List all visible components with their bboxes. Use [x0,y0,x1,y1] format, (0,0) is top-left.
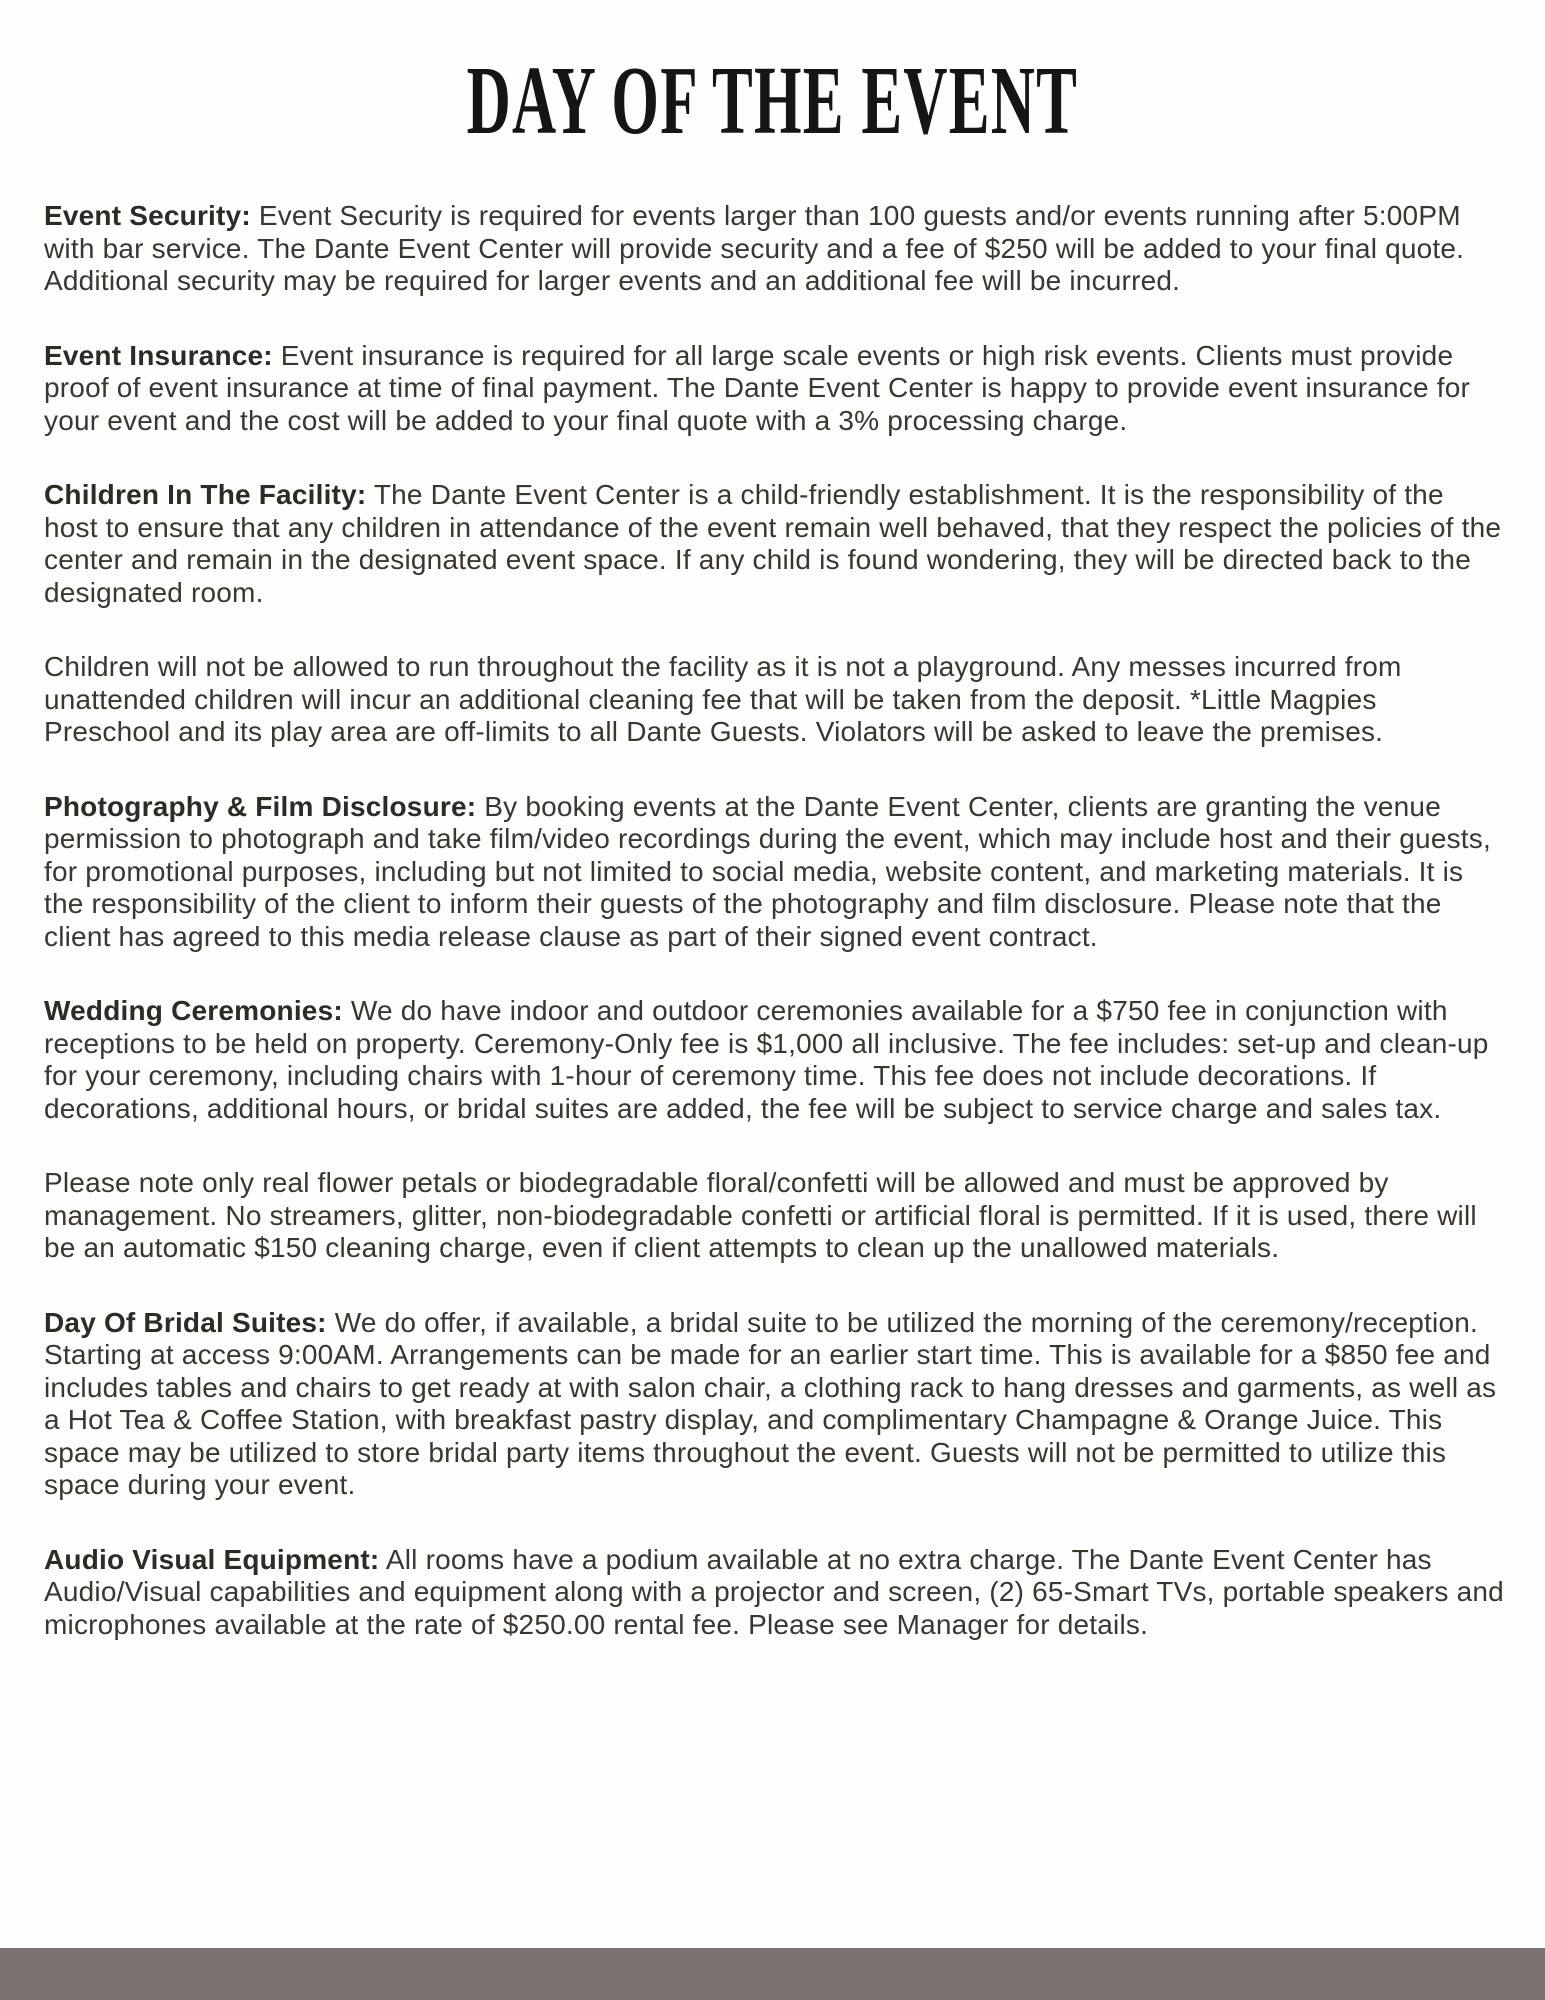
paragraph-photography-film-disclosure [44,791,1505,954]
paragraph-children-in-facility [44,479,1505,609]
paragraph-event-security [44,200,1505,298]
paragraph-heading: Photography & Film Disclosure: [44,790,477,822]
paragraph-text: All rooms have a podium available at no extra charge. The Dante Event Center has Audio/Visual capabilities and equipment along with a projector and screen, (2) 65-Smart TVs, portable speakers and microphones available at the rate of $250.00 rental fee. Please see Manager for details. [44,1543,1504,1640]
paragraph-heading: Children In The Facility: [44,479,367,510]
paragraph-text: The Dante Event Center is a child-friendly establishment. It is the responsibility of the host to ensure that any children in attendance of the event remain well behaved, that they respect the policies of the center and remain in the designated event space. If any child is found wondering, they will be directed back to the designated room. [44,479,1502,608]
paragraph-text: We do have indoor and outdoor ceremonies available for a $750 fee in conjunction with receptions to be held on property. Ceremony-Only fee is $1,000 all inclusive. The fee includes: set-up and clean-up for your ceremony, including chairs with 1-hour of ceremony time. This fee does not include decorations. If decorations, additional hours, or bridal suites are added, the fee will be subject to service charge and sales tax. [44,995,1489,1124]
page-title: DAY OF THE EVENT [466,47,1079,154]
paragraph-text: By booking events at the Dante Event Center, clients are granting the venue permission to photograph and take film/video recordings during the event, which may include host and their guests, for promotional purposes, including but not limited to social media, website content, and marketing materials. It is the responsibility of the client to inform their guests of the photography and film disclosure. Please note that the client has agreed to this media release clause as part of their signed event contract. [44,790,1491,952]
paragraph-heading: Day Of Bridal Suites: [44,1306,327,1338]
paragraph-audio-visual-equipment [44,1544,1505,1642]
paragraph-text: Event insurance is required for all large scale events or high risk events. Clients must provide proof of event insurance at time of final payment. The Dante Event Center is happy to provide event insurance for your event and the cost will be added to your final quote with a 3% processing charge. [44,339,1470,436]
paragraph-children-continued [44,651,1505,749]
paragraph-floral-confetti-policy [44,1167,1505,1265]
paragraph-heading: Audio Visual Equipment: [44,1543,380,1575]
paragraph-text: Children will not be allowed to run throughout the facility as it is not a playground. Any messes incurred from unattended children will incur an additional cleaning fee that will be taken from the deposit. *Little Magpies Preschool and its play area are off-limits to all Dante Guests. Violators will be asked to leave the premises. [44,651,1402,747]
paragraph-heading: Event Insurance: [44,339,273,371]
footer-accent-bar [0,1948,1545,2000]
paragraph-event-insurance [44,340,1505,438]
paragraph-heading: Wedding Ceremonies: [44,995,343,1026]
document-body [44,200,1505,1683]
paragraph-day-of-bridal-suites [44,1307,1505,1502]
paragraph-text: We do offer, if available, a bridal suite to be utilized the morning of the ceremony/reception. Starting at access 9:00AM. Arrangements can be made for an earlier start time. This is available for a $850 fee and includes tables and chairs to get ready at with salon chair, a clothing rack to hang dresses and garments, as well as a Hot Tea & Coffee Station, with breakfast pastry display, and complimentary Champagne & Orange Juice. This space may be utilized to store bridal party items throughout the event. Guests will not be permitted to utilize this space during your event. [44,1306,1497,1500]
paragraph-wedding-ceremonies [44,995,1505,1125]
paragraph-text: Please note only real flower petals or biodegradable floral/confetti will be allowed and must be approved by management. No streamers, glitter, non-biodegradable confetti or artificial floral is permitted. If it is used, there will be an automatic $150 cleaning charge, even if client attempts to clean up the unallowed materials. [44,1167,1477,1263]
page-title-container [0,46,1545,156]
paragraph-heading: Event Security: [44,200,251,231]
paragraph-text: Event Security is required for events larger than 100 guests and/or events running after 5:00PM with bar service. The Dante Event Center will provide security and a fee of $250 will be added to your final quote. Additional security may be required for larger events and an additional fee will be incurred. [44,200,1465,296]
